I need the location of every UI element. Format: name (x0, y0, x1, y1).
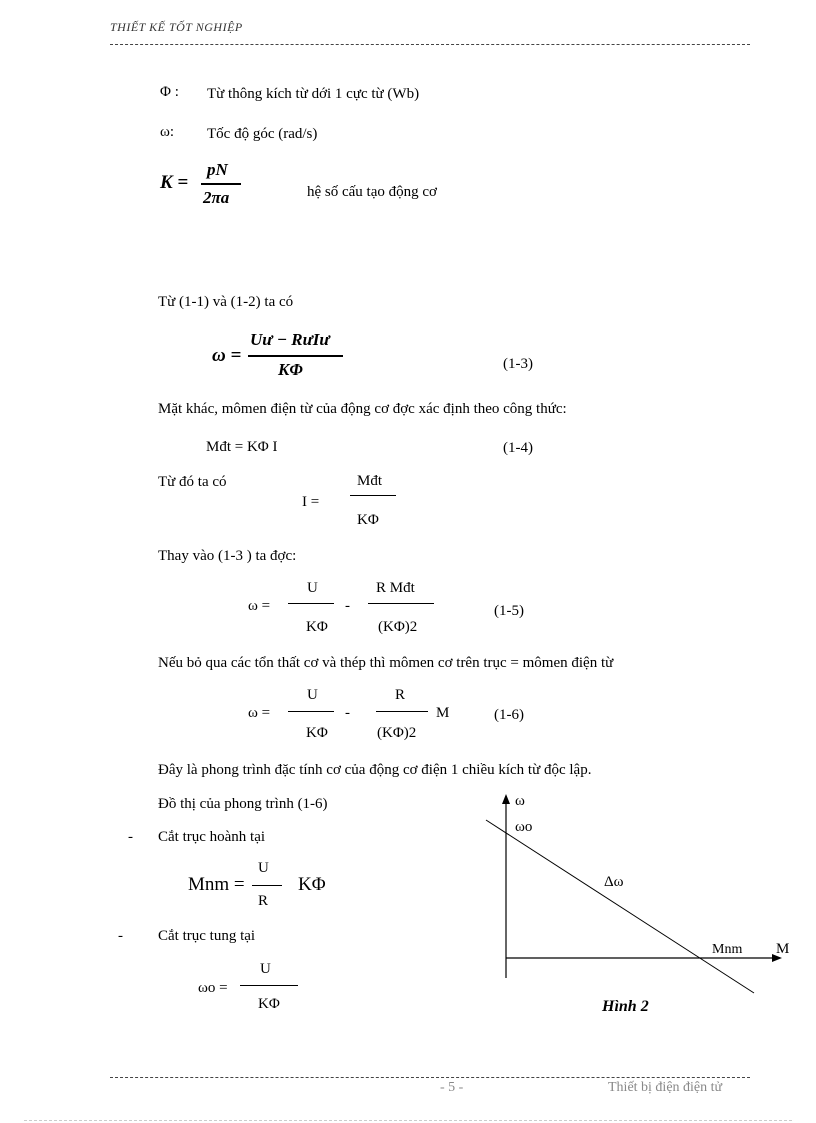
text-from: Từ (1-1) và (1-2) ta có (158, 294, 294, 310)
text-graph-of: Đồ thị của phong trình (1-6) (158, 796, 328, 812)
y-axis-arrow (502, 794, 510, 804)
eq16-numerator-2: R (395, 687, 406, 703)
graph-delta-label: Δω (604, 874, 624, 890)
eq16-denominator-2: (KΦ)2 (377, 725, 417, 741)
eqI-numerator: Mđt (357, 473, 383, 489)
graph-x-label: M (776, 941, 790, 957)
header-rule (110, 44, 750, 45)
eq16-fraction-line-1 (288, 711, 334, 712)
eqW0-lhs: ωo = (198, 980, 228, 996)
eq16-fraction-line-2 (376, 711, 428, 712)
page-number: - 5 - (440, 1080, 464, 1095)
eqW0-denominator: KΦ (258, 996, 280, 1012)
eq16-label: (1-6) (494, 707, 524, 723)
header-title: THIẾT KẾ TỐT NGHIỆP (110, 20, 243, 34)
footer-rule (110, 1077, 750, 1078)
eq15-minus: - (345, 598, 350, 614)
eq13-lhs: ω = (212, 345, 242, 366)
k-denominator: 2πa (203, 188, 230, 207)
eq16-denominator-1: KΦ (306, 725, 328, 741)
text-ignore-losses: Nếu bỏ qua các tổn thất cơ và thép thì mômen cơ trên trục = mômen điện từ (158, 655, 614, 671)
eqW0-numerator: U (260, 961, 271, 977)
footer-right-text: Thiết bị điện điện tử (608, 1080, 723, 1095)
eq15-denominator-2: (KΦ)2 (378, 619, 418, 635)
eqMnm-tail: KΦ (298, 874, 326, 895)
eqW0-fraction-line (240, 985, 298, 986)
page-bottom-rule (24, 1120, 792, 1121)
eq16-tail: M (436, 705, 450, 721)
text-moreover: Mặt khác, mômen điện từ của động cơ đợc xác định theo công thức: (158, 401, 567, 417)
phi-definition: Từ thông kích từ dới 1 cực từ (Wb) (207, 86, 420, 102)
eq16-lhs: ω = (248, 705, 271, 721)
eq15-lhs: ω = (248, 598, 271, 614)
eq14-label: (1-4) (503, 440, 533, 456)
omega-definition: Tốc độ góc (rad/s) (207, 126, 318, 142)
bullet-dash-1: - (128, 829, 133, 845)
eq16-minus: - (345, 705, 350, 721)
characteristic-line (486, 820, 754, 993)
eq15-numerator-2: R Mđt (376, 580, 415, 596)
text-characteristic: Đây là phong trình đặc tính cơ của động cơ điện 1 chiều kích từ độc lập. (158, 762, 592, 778)
eq13-denominator: KΦ (278, 360, 303, 379)
eq15-label: (1-5) (494, 603, 524, 619)
figure-caption: Hình 2 (602, 998, 649, 1015)
eq15-numerator-1: U (307, 580, 318, 596)
eq13-label: (1-3) (503, 356, 533, 372)
eqI-denominator: KΦ (357, 512, 379, 528)
eqMnm-fraction-line (252, 885, 282, 886)
eq13-fraction-line (248, 355, 343, 357)
eq15-denominator-1: KΦ (306, 619, 328, 635)
bullet-dash-2: - (118, 928, 123, 944)
k-fraction-line (201, 183, 241, 185)
eqMnm-numerator: U (258, 860, 269, 876)
eq15-fraction-line-2 (368, 603, 434, 604)
text-cut-horizontal: Cắt trục hoành tại (158, 829, 266, 845)
eq13-numerator: Uư − RưIư (250, 330, 330, 349)
eqMnm-lhs: Mnm = (188, 874, 245, 895)
eq15-fraction-line-1 (288, 603, 334, 604)
eqI-lhs: I = (302, 494, 320, 510)
k-lhs: K = (160, 172, 189, 193)
graph-y-label: ω (515, 793, 525, 809)
text-substitute: Thay vào (1-3 ) ta đợc: (158, 548, 297, 564)
k-numerator: pN (207, 160, 228, 179)
graph-w0-label: ωo (515, 819, 533, 835)
k-definition: hệ số cấu tạo động cơ (307, 184, 437, 200)
omega-symbol: ω: (160, 124, 175, 140)
eqMnm-denominator: R (258, 893, 269, 909)
text-therefore: Từ đó ta có (158, 474, 227, 490)
phi-symbol: Φ : (160, 84, 179, 100)
eq16-numerator-1: U (307, 687, 318, 703)
eq14-lhs: Mđt = KΦ I (206, 439, 278, 455)
text-cut-vertical: Cắt trục tung tại (158, 928, 256, 944)
graph-mnm-label: Mnm (712, 942, 743, 957)
eqI-fraction-line (350, 495, 396, 496)
